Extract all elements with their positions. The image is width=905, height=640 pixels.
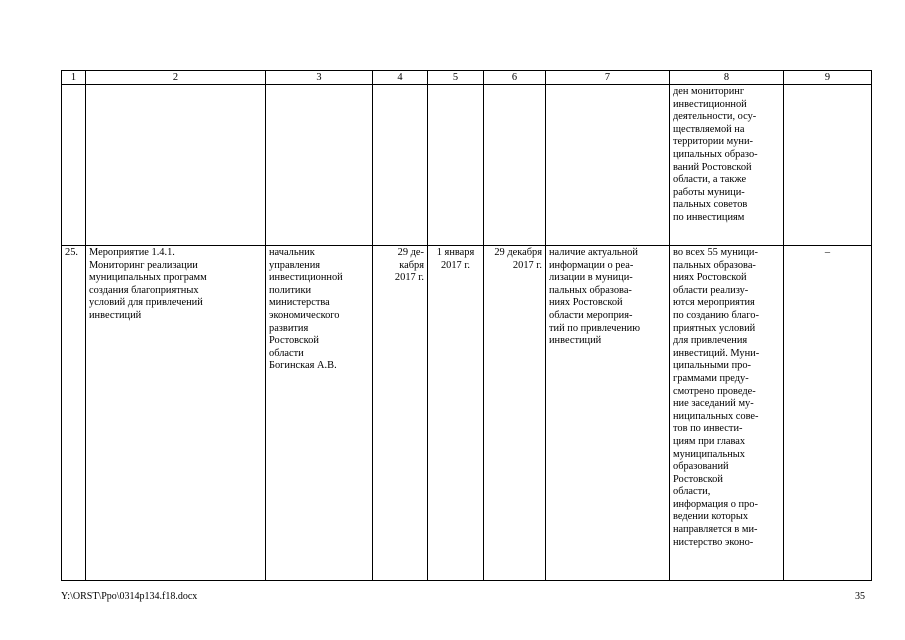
table-cell	[484, 85, 546, 246]
table-cell	[62, 85, 86, 246]
column-number: 2	[86, 71, 266, 85]
executor-cell: начальник управления инвестиционной политики министерства экономического развития Ростовской области Богинская А.В.	[266, 246, 373, 581]
result-cell: наличие актуальной информации о реа- лизации в муници- пальных образова- ниях Ростовской области мероприя- тий по привлечению инвестиций	[546, 246, 670, 581]
table-row	[62, 85, 872, 246]
column-number: 4	[373, 71, 428, 85]
column-number: 3	[266, 71, 373, 85]
continuation-status-cell: ден мониторинг инвестиционной деятельности, осу- ществляемой на территории муни- ципальных образо- ваний Ростовской области, а также работы муници- пальных советов по инвестициям	[670, 85, 784, 246]
table-cell	[266, 85, 373, 246]
column-number: 5	[428, 71, 484, 85]
column-number: 1	[62, 71, 86, 85]
table-cell	[546, 85, 670, 246]
column-number: 7	[546, 71, 670, 85]
column-number: 8	[670, 71, 784, 85]
page-number: 35	[855, 591, 865, 602]
column-number: 9	[784, 71, 872, 85]
table-row	[62, 246, 872, 581]
status-cell: во всех 55 муници- пальных образова- ниях Ростовской области реализу- ются мероприятия по созданию благо- приятных условий для привлечения инвестиций. Муни- ципальными про- граммами преду- смотрено проведе- ние заседаний му- ниципальных сове- тов по инвести- циям при главах муниципальных образований Ростовской области, информация о про- ведении которых направляется в ми- нистерство эконо-	[670, 246, 784, 581]
planned-date-cell: 29 де- кабря 2017 г.	[373, 246, 428, 581]
end-date-cell: 29 декабря 2017 г.	[484, 246, 546, 581]
table-cell	[86, 85, 266, 246]
file-path-footer: Y:\ORST\Ppo\0314p134.f18.docx	[61, 591, 198, 602]
note-cell: –	[784, 246, 872, 581]
column-number-row	[62, 71, 872, 85]
measure-cell: Мероприятие 1.4.1. Мониторинг реализации муниципальных программ создания благоприятных условий для привлечений инвестиций	[86, 246, 266, 581]
start-date-cell: 1 января 2017 г.	[428, 246, 484, 581]
column-number: 6	[484, 71, 546, 85]
row-number-cell: 25.	[62, 246, 86, 581]
table-cell	[784, 85, 872, 246]
document-table	[61, 70, 872, 581]
table-cell	[373, 85, 428, 246]
table-cell	[428, 85, 484, 246]
